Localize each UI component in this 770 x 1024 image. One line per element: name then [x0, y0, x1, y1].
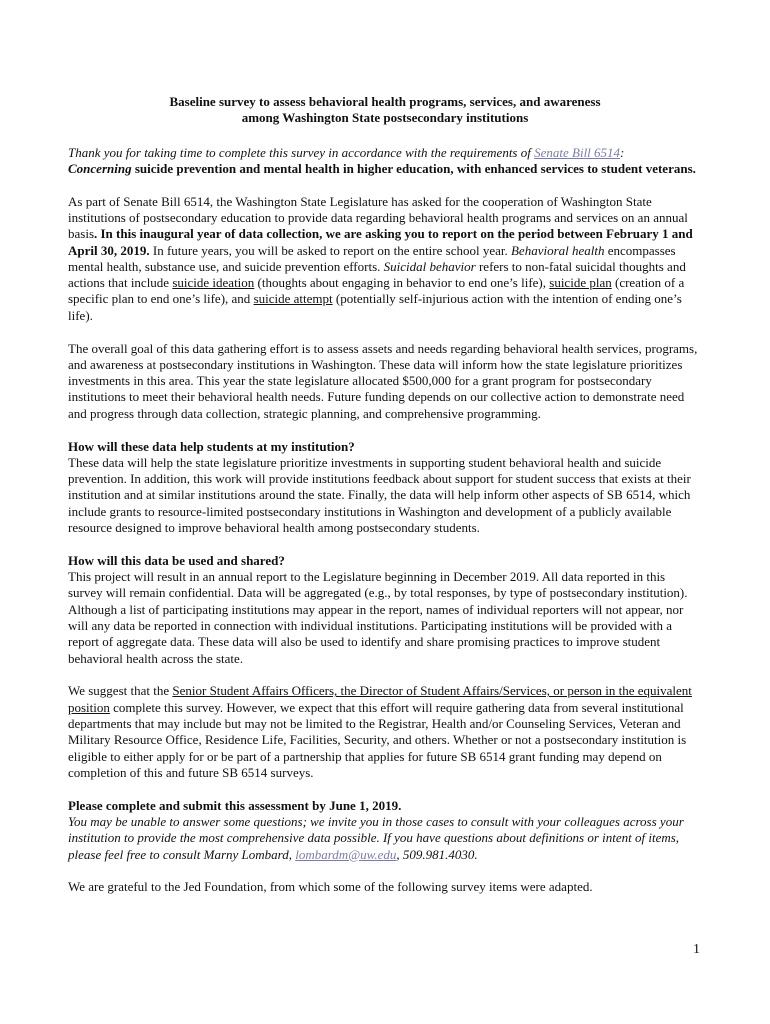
behavioral-health-term: Behavioral health: [510, 242, 605, 258]
intro-text: Thank you for taking time to complete this survey in accordance with the requirements of: [68, 144, 535, 160]
title-line-2: among Washington State postsecondary institutions: [241, 110, 529, 126]
suicide-plan-term: suicide plan: [549, 275, 612, 291]
p1-text-f: (thoughts about engaging in behavior to end one’s life),: [254, 275, 550, 291]
document-title: [68, 94, 702, 127]
contact-phone: , 509.981.4030.: [396, 846, 478, 862]
p1-text-a: As part of Senate Bill 6514, the Washington State Legislature has asked for the cooperation of Washington State institutions of postsecondary education to provide data regarding behavioral health programs and services on an annual basis: [68, 193, 688, 242]
senate-bill-paragraph: [68, 194, 702, 324]
document-page: [68, 94, 702, 912]
page-number: 1: [693, 942, 700, 957]
intro-paragraph: [68, 145, 702, 178]
p1-text-c: In future years, you will be asked to report on the entire school year.: [149, 242, 511, 258]
bill-title-text: suicide prevention and mental health in higher education, with enhanced services to student veterans.: [131, 160, 696, 176]
students-body: These data will help the state legislature prioritize investments in supporting student behavioral health and suicide prevention. In addition, this work will provide institutions feedback about support for student success that exists at their institution and at similar institutions around the state. Finally, the data will help inform other aspects of SB 6514, which include grants to resource-limited postsecondary institutions in Washington and development of a publicly available resource designed to improve behavioral health among postsecondary students.: [68, 454, 691, 536]
deadline-heading: Please complete and submit this assessment by June 1, 2019.: [68, 797, 402, 813]
p1-text-h: (potentially self-injurious action with the intention of ending one’s life).: [68, 291, 682, 323]
acknowledgement-paragraph: We are grateful to the Jed Foundation, from which some of the following survey items were adapted.: [68, 879, 593, 895]
data-usage-body: This project will result in an annual report to the Legislature beginning in December 2019. All data reported in this survey will remain confidential. Data will be aggregated (e.g., by total responses, by type of postsecondary institution). Although a list of participating institutions may appear in the report, names of individual reporters will not appear, nor will any data be reported in connection with individual institutions. Participating institutions will be provided with a report of aggregate data. These data will also be used to identify and share promising practices to improve student behavioral health across the state.: [68, 569, 688, 666]
deadline-text-a: You may be unable to answer some questions; we invite you in those cases to consult with your colleagues across your institution to provide the most comprehensive data possible. If you have questions about definitions or intent of items, please feel free to consult Marny Lombard,: [68, 813, 684, 862]
p1-text-e: refers to non-fatal suicidal thoughts and actions that include: [68, 258, 686, 291]
suicidal-behavior-term: Suicidal behavior: [383, 258, 476, 274]
suicide-ideation-term: suicide ideation: [172, 275, 255, 291]
title-line-1: Baseline survey to assess behavioral health programs, services, and awareness: [169, 94, 601, 109]
p3-text-a: We suggest that the: [68, 683, 173, 699]
p3-text-b: complete this survey. However, we expect that this effort will require gathering data from several institutional departments that may include but may not be limited to the Registrar, Health and/or Counseling Services, Veteran and Military Resource Office, Residence Life, Facilities, Security, and others. Whether or not a postsecondary institution is eligible to either apply for or be part of a partnership that applies for future SB 6514 grant funding may depend on completion of this and future SB 6514 surveys.: [68, 699, 687, 780]
p1-text-g: (creation of a specific plan to end one’s life), and: [68, 275, 685, 307]
contact-email-link[interactable]: lombardm@uw.edu: [295, 846, 397, 862]
suicide-attempt-term: suicide attempt: [253, 291, 333, 307]
p1-text-d: encompasses mental health, substance use, and suicide prevention efforts.: [68, 242, 676, 274]
deadline-body: [68, 814, 702, 863]
intro-colon: :: [620, 144, 625, 160]
students-section: [68, 439, 702, 537]
suggested-respondent: Senior Student Affairs Officers, the Director of Student Affairs/Services, or person in the equivalent position: [68, 683, 692, 715]
senate-bill-link[interactable]: Senate Bill 6514: [534, 144, 621, 160]
overall-goal-paragraph: The overall goal of this data gathering effort is to assess assets and needs regarding behavioral health services, programs, and awareness at postsecondary institutions in Washington. These data will inform how the state legislature prioritizes investments in this area. This year the state legislature allocated $500,000 for a grant program for postsecondary institutions to meet their behavioral health needs. Future funding depends on our collective action to demonstrate need and progress through data collection, strategic planning, and comprehensive programming.: [68, 340, 698, 421]
concerning-text: Concerning: [68, 160, 132, 176]
reporting-period-text: . In this inaugural year of data collection, we are asking you to report on the period between February 1 and April 30, 2019.: [68, 226, 693, 258]
respondent-paragraph: [68, 683, 702, 781]
deadline-section: [68, 798, 702, 863]
data-usage-section: [68, 553, 702, 667]
data-usage-heading: How will this data be used and shared?: [68, 552, 285, 568]
students-heading: How will these data help students at my institution?: [68, 438, 355, 454]
